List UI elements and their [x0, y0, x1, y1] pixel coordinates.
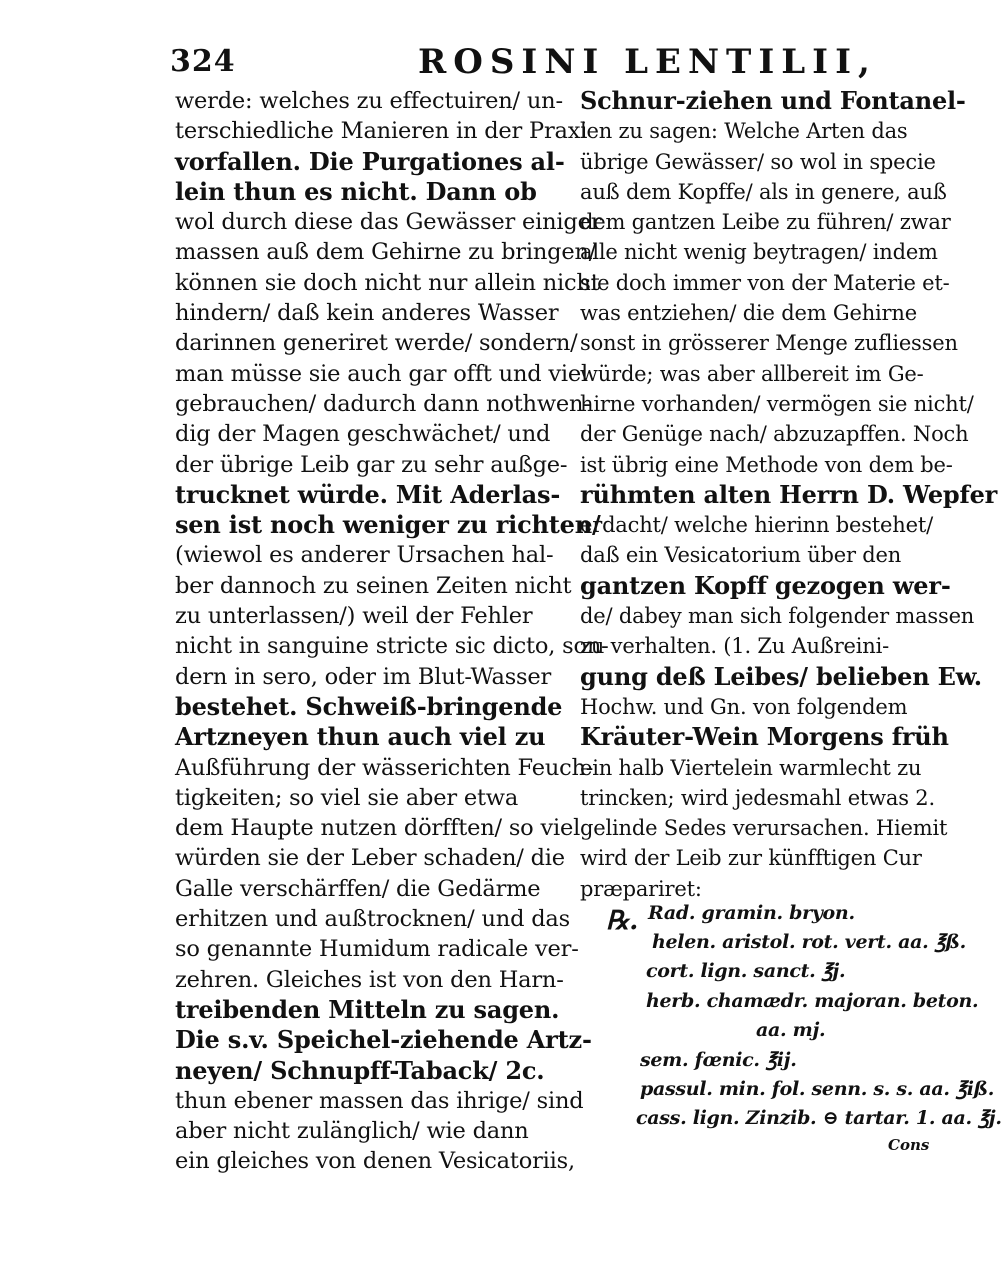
- text-line: was entziehen/ die dem Gehirne: [580, 301, 917, 326]
- text-line: wird der Leib zur künfftigen Cur: [580, 846, 922, 871]
- catchword: Cons: [888, 1136, 930, 1154]
- text-line: vorfallen. Die Purgationes al-: [175, 146, 565, 176]
- text-line: so genannte Humidum radicale ver-: [175, 936, 579, 963]
- text-line: werde: welches zu effectuiren/ un-: [175, 88, 563, 114]
- text-line: würde; was aber allbereit im Ge-: [580, 361, 924, 386]
- text-line: præpariret:: [580, 876, 702, 901]
- text-line: tigkeiten; so viel sie aber etwa: [175, 784, 519, 811]
- text-line: Hochw. und Gn. von folgendem: [580, 694, 908, 719]
- text-line: dern in sero, oder im Blut-Wasser: [175, 663, 552, 690]
- text-line: thun ebener massen das ihrige/ sind: [175, 1087, 584, 1114]
- text-line: (wiewol es anderer Ursachen hal-: [175, 542, 554, 569]
- recipe-line: herb. chamædr. majoran. beton.: [646, 990, 979, 1012]
- text-line: neyen/ Schnupff-Taback/ 2c.: [175, 1055, 545, 1085]
- text-line: lein thun es nicht. Dann ob: [175, 176, 537, 206]
- text-line: ist übrig eine Methode von dem be-: [580, 452, 953, 477]
- text-line: darinnen generiret werde/ sondern/: [175, 330, 578, 357]
- text-line: nicht in sanguine stricte sic dicto, son-: [175, 633, 609, 660]
- text-line: der übrige Leib gar zu sehr außge-: [175, 451, 568, 478]
- page-number: 324: [170, 44, 236, 79]
- text-line: Galle verschärffen/ die Gedärme: [175, 875, 541, 902]
- running-title: ROSINI LENTILII,: [418, 42, 877, 82]
- text-line: treibenden Mitteln zu sagen.: [175, 994, 560, 1024]
- text-line: gantzen Kopff gezogen wer-: [580, 570, 951, 600]
- text-line: übrige Gewässer/ so wol in specie: [580, 149, 936, 174]
- text-line: Artzneyen thun auch viel zu: [175, 722, 546, 752]
- text-line: hindern/ daß kein anderes Wasser: [175, 300, 559, 327]
- text-line: alle nicht wenig beytragen/ indem: [580, 240, 938, 265]
- recipe-line: Rad. gramin. bryon.: [648, 902, 855, 924]
- text-line: aber nicht zulänglich/ wie dann: [175, 1118, 529, 1145]
- text-line: sonst in grösserer Menge zufliessen: [580, 331, 958, 356]
- text-line: terschiedliche Manieren in der Praxi: [175, 118, 588, 145]
- text-line: rühmten alten Herrn D. Wepfer: [580, 479, 998, 509]
- text-line: Außführung der wässerichten Feuch-: [175, 754, 594, 781]
- text-line: len zu sagen: Welche Arten das: [580, 119, 908, 144]
- left-text-column: [175, 86, 609, 1177]
- text-line: zu unterlassen/) weil der Fehler: [175, 603, 533, 630]
- text-line: ein halb Viertelein warmlecht zu: [580, 755, 922, 780]
- text-line: gelinde Sedes verursachen. Hiemit: [580, 816, 948, 841]
- text-line: bestehet. Schweiß-bringende: [175, 691, 563, 721]
- text-line: de/ dabey man sich folgender massen: [580, 604, 975, 629]
- text-line: ber dannoch zu seinen Zeiten nicht: [175, 572, 572, 599]
- text-line: gebrauchen/ dadurch dann nothwen-: [175, 390, 591, 417]
- recipe-symbol: ℞.: [606, 906, 639, 936]
- recipe-line: cass. lign. Zinzib. ⊖ tartar. 1. aa. ℥j.: [636, 1107, 1002, 1129]
- text-line: erhitzen und außtrocknen/ und das: [175, 906, 570, 933]
- text-line: ein gleiches von denen Vesicatoriis,: [175, 1148, 575, 1175]
- recipe-line: aa. mj.: [756, 1019, 826, 1041]
- text-line: dem gantzen Leibe zu führen/ zwar: [580, 210, 951, 235]
- recipe-line: passul. min. fol. senn. s. s. aa. ℥iß.: [640, 1078, 995, 1100]
- text-line: erdacht/ welche hierinn bestehet/: [580, 513, 933, 538]
- text-line: zu verhalten. (1. Zu Außreini-: [580, 634, 890, 659]
- text-line: hirne vorhanden/ vermögen sie nicht/: [580, 391, 974, 416]
- text-line: auß dem Kopffe/ als in genere, auß: [580, 179, 947, 204]
- recipe-line: sem. fœnic. ℥ij.: [640, 1049, 797, 1071]
- text-line: zehren. Gleiches ist von den Harn-: [175, 966, 564, 993]
- text-line: der Genüge nach/ abzuzapffen. Noch: [580, 422, 969, 447]
- recipe-block: [606, 898, 1002, 1168]
- text-line: man müsse sie auch gar offt und viel: [175, 360, 589, 387]
- text-line: wol durch diese das Gewässer einiger: [175, 209, 602, 236]
- text-line: Schnur-ziehen und Fontanel-: [580, 86, 966, 115]
- text-line: trucknet würde. Mit Aderlas-: [175, 479, 561, 509]
- text-line: würden sie der Leber schaden/ die: [175, 845, 565, 872]
- text-line: Kräuter-Wein Morgens früh: [580, 722, 949, 752]
- recipe-line: helen. aristol. rot. vert. aa. ℥ß.: [652, 931, 966, 953]
- text-line: Die s.v. Speichel-ziehende Artz-: [175, 1025, 592, 1055]
- text-line: massen auß dem Gehirne zu bringen/: [175, 239, 597, 266]
- running-head: [170, 40, 940, 88]
- right-text-column: [580, 86, 998, 904]
- text-line: dig der Magen geschwächet/ und: [175, 421, 551, 448]
- text-line: trincken; wird jedesmahl etwas 2.: [580, 785, 935, 810]
- text-line: daß ein Vesicatorium über den: [580, 543, 902, 568]
- text-line: dem Haupte nutzen dörfften/ so viel: [175, 815, 581, 842]
- text-line: gung deß Leibes/ belieben Ew.: [580, 661, 982, 691]
- text-line: sie doch immer von der Materie et-: [580, 270, 950, 295]
- text-line: können sie doch nicht nur allein nicht: [175, 269, 600, 296]
- recipe-line: cort. lign. sanct. ℥j.: [646, 960, 846, 982]
- text-line: sen ist noch weniger zu richten/: [175, 510, 601, 540]
